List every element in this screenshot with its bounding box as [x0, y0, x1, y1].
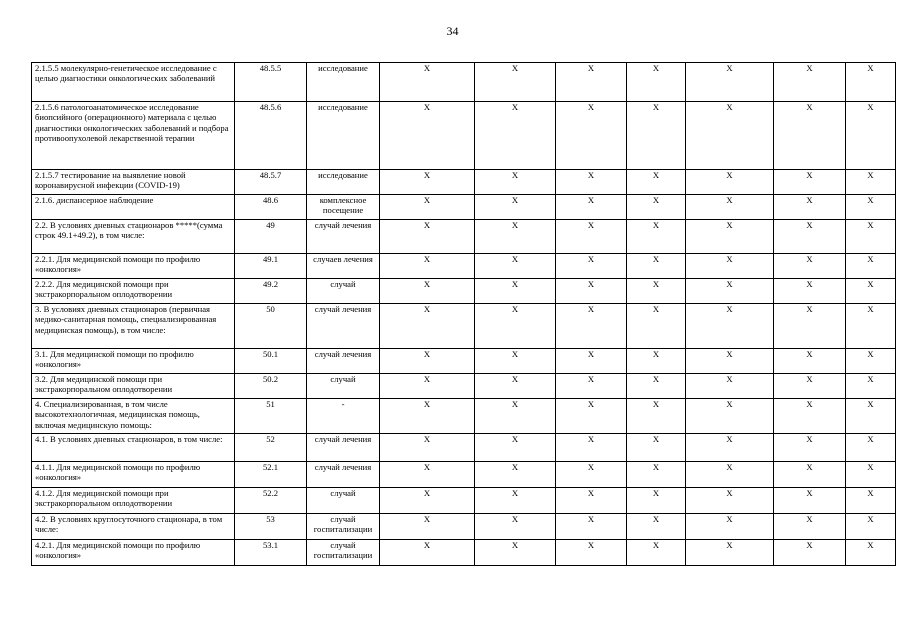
value-cell: X	[556, 304, 627, 349]
value-cell: X	[380, 399, 475, 434]
value-cell: X	[846, 195, 896, 220]
table-row	[32, 349, 896, 374]
row-number-cell: 50.2	[235, 374, 307, 399]
value-cell: X	[380, 462, 475, 488]
value-cell: X	[774, 514, 846, 540]
value-cell: X	[475, 102, 556, 170]
row-name-cell: 2.1.5.7 тестирование на выявление новой коронавирусной инфекции (COVID-19)	[32, 170, 235, 195]
value-cell: X	[627, 279, 686, 304]
value-cell: X	[556, 170, 627, 195]
value-cell: X	[475, 279, 556, 304]
value-cell: X	[627, 462, 686, 488]
value-cell: X	[686, 195, 774, 220]
value-cell: X	[686, 434, 774, 462]
row-unit-cell: случай госпитализации	[307, 540, 380, 566]
table-row	[32, 462, 896, 488]
data-table	[31, 62, 896, 566]
value-cell: X	[627, 514, 686, 540]
row-number-cell: 50	[235, 304, 307, 349]
value-cell: X	[774, 195, 846, 220]
row-unit-cell: исследование	[307, 102, 380, 170]
value-cell: X	[846, 170, 896, 195]
value-cell: X	[556, 102, 627, 170]
value-cell: X	[475, 254, 556, 279]
value-cell: X	[774, 170, 846, 195]
value-cell: X	[475, 540, 556, 566]
row-name-cell: 2.1.6. диспансерное наблюдение	[32, 195, 235, 220]
table-row	[32, 514, 896, 540]
row-unit-cell: случай госпитализации	[307, 514, 380, 540]
value-cell: X	[627, 63, 686, 102]
table-row	[32, 374, 896, 399]
value-cell: X	[380, 279, 475, 304]
value-cell: X	[556, 399, 627, 434]
value-cell: X	[556, 195, 627, 220]
value-cell: X	[686, 63, 774, 102]
value-cell: X	[686, 540, 774, 566]
row-name-cell: 3.2. Для медицинской помощи при экстракорпоральном оплодотворении	[32, 374, 235, 399]
value-cell: X	[686, 254, 774, 279]
row-unit-cell: комплексное посещение	[307, 195, 380, 220]
table-row	[32, 434, 896, 462]
value-cell: X	[380, 540, 475, 566]
row-name-cell: 4. Специализированная, в том числе высокотехнологичная, медицинская помощь, включая медицинскую помощь:	[32, 399, 235, 434]
value-cell: X	[556, 374, 627, 399]
row-number-cell: 52.1	[235, 462, 307, 488]
table-row	[32, 304, 896, 349]
value-cell: X	[627, 220, 686, 254]
value-cell: X	[556, 279, 627, 304]
value-cell: X	[627, 195, 686, 220]
value-cell: X	[774, 488, 846, 514]
value-cell: X	[556, 462, 627, 488]
value-cell: X	[774, 304, 846, 349]
table-row	[32, 254, 896, 279]
value-cell: X	[686, 349, 774, 374]
value-cell: X	[380, 63, 475, 102]
row-unit-cell: случай	[307, 374, 380, 399]
row-name-cell: 4.1.1. Для медицинской помощи по профилю «онкология»	[32, 462, 235, 488]
row-name-cell: 2.1.5.5 молекулярно-генетическое исследование с целью диагностики онкологических заболеваний	[32, 63, 235, 102]
row-unit-cell: случай лечения	[307, 434, 380, 462]
value-cell: X	[627, 254, 686, 279]
value-cell: X	[556, 540, 627, 566]
value-cell: X	[475, 399, 556, 434]
value-cell: X	[380, 349, 475, 374]
value-cell: X	[627, 304, 686, 349]
table-row	[32, 220, 896, 254]
row-number-cell: 53.1	[235, 540, 307, 566]
value-cell: X	[556, 63, 627, 102]
value-cell: X	[475, 488, 556, 514]
row-name-cell: 3. В условиях дневных стационаров (первичная медико-санитарная помощь, специализированная медицинская помощь), в том числе:	[32, 304, 235, 349]
value-cell: X	[686, 102, 774, 170]
value-cell: X	[686, 220, 774, 254]
table-row	[32, 102, 896, 170]
value-cell: X	[846, 514, 896, 540]
value-cell: X	[846, 434, 896, 462]
row-name-cell: 2.1.5.6 патологоанатомическое исследование биопсийного (операционного) материала с целью диагностики онкологических заболеваний и подбора противоопухолевой лекарственной терапии	[32, 102, 235, 170]
row-name-cell: 2.2. В условиях дневных стационаров *****(сумма строк 49.1+49.2), в том числе:	[32, 220, 235, 254]
value-cell: X	[380, 254, 475, 279]
value-cell: X	[627, 540, 686, 566]
row-unit-cell: исследование	[307, 170, 380, 195]
value-cell: X	[774, 349, 846, 374]
value-cell: X	[556, 254, 627, 279]
value-cell: X	[627, 434, 686, 462]
value-cell: X	[627, 349, 686, 374]
value-cell: X	[380, 488, 475, 514]
value-cell: X	[686, 488, 774, 514]
value-cell: X	[686, 399, 774, 434]
value-cell: X	[846, 349, 896, 374]
row-number-cell: 53	[235, 514, 307, 540]
value-cell: X	[380, 170, 475, 195]
row-unit-cell: случай	[307, 488, 380, 514]
row-number-cell: 49.2	[235, 279, 307, 304]
row-name-cell: 4.1.2. Для медицинской помощи при экстракорпоральном оплодотворении	[32, 488, 235, 514]
value-cell: X	[380, 220, 475, 254]
value-cell: X	[380, 304, 475, 349]
value-cell: X	[846, 374, 896, 399]
row-unit-cell: случай	[307, 279, 380, 304]
row-number-cell: 52.2	[235, 488, 307, 514]
value-cell: X	[380, 102, 475, 170]
value-cell: X	[846, 462, 896, 488]
value-cell: X	[556, 349, 627, 374]
row-number-cell: 48.5.5	[235, 63, 307, 102]
value-cell: X	[475, 63, 556, 102]
value-cell: X	[686, 514, 774, 540]
row-unit-cell: случай лечения	[307, 462, 380, 488]
row-unit-cell: -	[307, 399, 380, 434]
value-cell: X	[556, 434, 627, 462]
row-unit-cell: случай лечения	[307, 349, 380, 374]
value-cell: X	[774, 399, 846, 434]
value-cell: X	[380, 374, 475, 399]
row-number-cell: 49	[235, 220, 307, 254]
value-cell: X	[774, 434, 846, 462]
value-cell: X	[846, 304, 896, 349]
value-cell: X	[846, 254, 896, 279]
value-cell: X	[846, 279, 896, 304]
page-number: 34	[446, 24, 459, 38]
value-cell: X	[686, 279, 774, 304]
value-cell: X	[774, 220, 846, 254]
row-name-cell: 2.2.1. Для медицинской помощи по профилю «онкология»	[32, 254, 235, 279]
row-unit-cell: случай лечения	[307, 220, 380, 254]
row-number-cell: 48.5.6	[235, 102, 307, 170]
value-cell: X	[475, 170, 556, 195]
value-cell: X	[627, 170, 686, 195]
table-row	[32, 170, 896, 195]
row-name-cell: 3.1. Для медицинской помощи по профилю «онкология»	[32, 349, 235, 374]
value-cell: X	[774, 254, 846, 279]
row-unit-cell: случай лечения	[307, 304, 380, 349]
row-unit-cell: исследование	[307, 63, 380, 102]
row-name-cell: 4.2. В условиях круглосуточного стационара, в том числе:	[32, 514, 235, 540]
row-number-cell: 50.1	[235, 349, 307, 374]
value-cell: X	[686, 374, 774, 399]
value-cell: X	[475, 434, 556, 462]
value-cell: X	[846, 63, 896, 102]
value-cell: X	[475, 349, 556, 374]
row-number-cell: 51	[235, 399, 307, 434]
value-cell: X	[846, 399, 896, 434]
row-number-cell: 48.6	[235, 195, 307, 220]
value-cell: X	[774, 540, 846, 566]
value-cell: X	[774, 374, 846, 399]
table-row	[32, 399, 896, 434]
value-cell: X	[774, 102, 846, 170]
value-cell: X	[686, 462, 774, 488]
row-unit-cell: случаев лечения	[307, 254, 380, 279]
row-name-cell: 4.2.1. Для медицинской помощи по профилю «онкология»	[32, 540, 235, 566]
value-cell: X	[627, 374, 686, 399]
value-cell: X	[774, 63, 846, 102]
row-number-cell: 52	[235, 434, 307, 462]
table-row	[32, 279, 896, 304]
value-cell: X	[774, 279, 846, 304]
value-cell: X	[556, 488, 627, 514]
row-number-cell: 49.1	[235, 254, 307, 279]
table-row	[32, 195, 896, 220]
value-cell: X	[627, 488, 686, 514]
value-cell: X	[627, 102, 686, 170]
value-cell: X	[846, 540, 896, 566]
table-row	[32, 63, 896, 102]
value-cell: X	[686, 304, 774, 349]
value-cell: X	[846, 102, 896, 170]
row-name-cell: 2.2.2. Для медицинской помощи при экстракорпоральном оплодотворении	[32, 279, 235, 304]
value-cell: X	[627, 399, 686, 434]
value-cell: X	[475, 462, 556, 488]
value-cell: X	[774, 462, 846, 488]
value-cell: X	[475, 220, 556, 254]
value-cell: X	[846, 488, 896, 514]
row-number-cell: 48.5.7	[235, 170, 307, 195]
value-cell: X	[556, 220, 627, 254]
value-cell: X	[846, 220, 896, 254]
value-cell: X	[380, 514, 475, 540]
table-body	[32, 63, 896, 566]
table-row	[32, 488, 896, 514]
value-cell: X	[475, 195, 556, 220]
value-cell: X	[475, 514, 556, 540]
table-row	[32, 540, 896, 566]
value-cell: X	[380, 434, 475, 462]
value-cell: X	[475, 304, 556, 349]
value-cell: X	[380, 195, 475, 220]
value-cell: X	[556, 514, 627, 540]
value-cell: X	[475, 374, 556, 399]
value-cell: X	[686, 170, 774, 195]
row-name-cell: 4.1. В условиях дневных стационаров, в том числе:	[32, 434, 235, 462]
